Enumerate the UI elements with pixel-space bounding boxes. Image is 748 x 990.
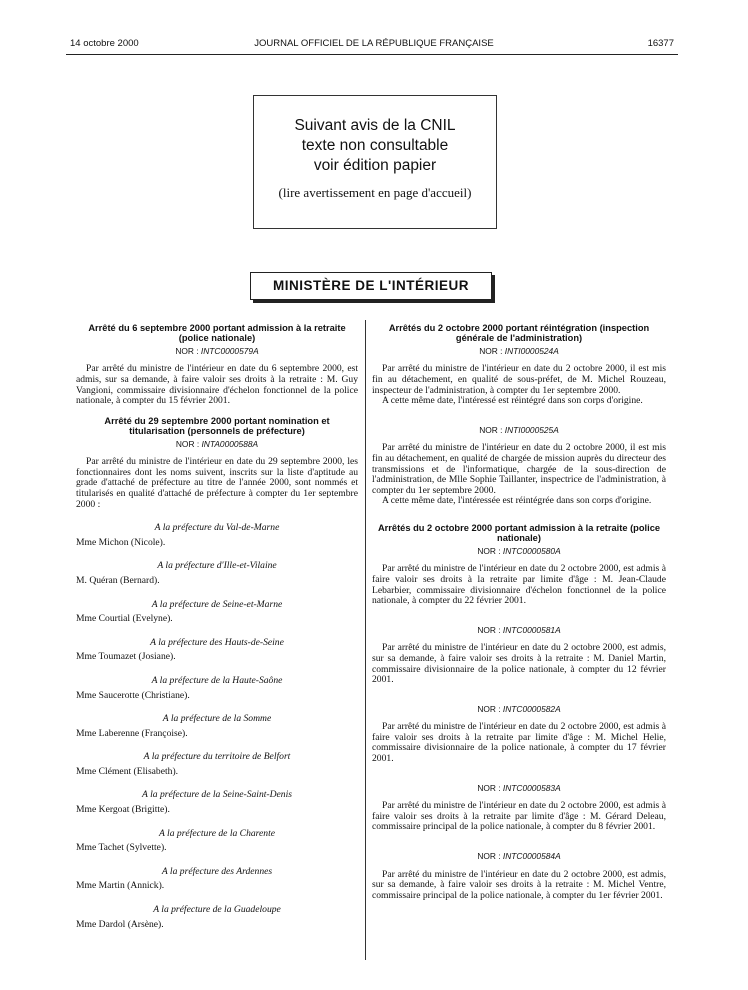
decree-text: Par arrêté du ministre de l'intérieur en date du 2 octobre 2000, est admis à faire valoir ses droits à la retraite par limite d'âge : M. Michel Helie, commissaire divisionnaire de la police nationale, à compter du 17 février 2001. (372, 721, 666, 765)
appointee-name: Mme Kergoat (Brigitte). (76, 804, 170, 816)
cnil-notice-box (253, 95, 497, 229)
cnil-line-3: voir édition papier (313, 157, 437, 174)
nor-code: INTC0000582A (502, 703, 561, 714)
nor-code: INTI0000524A (504, 345, 559, 356)
appointee-name: Mme Courtial (Evelyne). (76, 613, 173, 625)
decree-text: Par arrêté du ministre de l'intérieur en date du 2 octobre 2000, est admis à faire valoir ses droits à la retraite par limite d'âge : M. Gérard Deleau, commissaire principal de la police nationale, à compter du 8 février 2001. (372, 800, 666, 833)
nor-reference (76, 439, 358, 450)
cnil-line-2: texte non consultable (301, 137, 449, 154)
prefecture-heading: A la préfecture d'Ille-et-Vilaine (157, 560, 277, 572)
prefecture-heading: A la préfecture de Seine-et-Marne (151, 598, 283, 610)
nor-code: INTI0000525A (504, 424, 559, 435)
nor-code: INTC0000583A (502, 782, 561, 793)
decree-text: Par arrêté du ministre de l'intérieur en date du 6 septembre 2000, est admis, sur sa demande, à faire valoir ses droits à la retraite : M. Guy Vangioni, commissaire divisionnaire d'échelon fonctionnel de la police nationale, à compter du 15 février 2001. (76, 363, 358, 407)
nor-label: NOR : (175, 438, 200, 449)
nor-label: NOR : (477, 624, 501, 635)
left-column (76, 323, 358, 930)
journal-title: JOURNAL OFFICIEL DE LA RÉPUBLIQUE FRANÇAISE (254, 38, 494, 49)
nor-reference (372, 783, 666, 794)
decree-text: A cette même date, l'intéressée est réintégrée dans son corps d'origine. (382, 495, 652, 507)
nor-reference (372, 625, 666, 636)
header-rule (66, 54, 678, 55)
nor-code: INTC0000579A (200, 345, 259, 356)
prefecture-heading: A la préfecture des Ardennes (161, 865, 273, 877)
prefecture-heading: A la préfecture des Hauts-de-Seine (150, 636, 284, 648)
prefecture-heading: A la préfecture de la Somme (162, 713, 272, 725)
appointee-name: Mme Tachet (Sylvette). (76, 842, 167, 854)
nor-label: NOR : (477, 545, 501, 556)
nor-reference (372, 346, 666, 357)
cnil-note: (lire avertissement en page d'accueil) (278, 185, 472, 200)
nor-label: NOR : (479, 345, 503, 356)
appointee-name: M. Quéran (Bernard). (76, 574, 160, 586)
nor-label: NOR : (477, 703, 501, 714)
prefecture-heading: A la préfecture du territoire de Belfort (143, 751, 291, 763)
decree-text: Par arrêté du ministre de l'intérieur en date du 2 octobre 2000, est admis à faire valoir ses droits à la retraite par limite d'âge : M. Jean-Claude Lebarbier, commissaire divisionnaire d'échelon fonctionnel de la police nationale, à compter du 22 février 2001. (372, 563, 666, 607)
decree-text: Par arrêté du ministre de l'intérieur en date du 2 octobre 2000, il est mis fin au détachement, en qualité de chargée de mission auprès du directeur des transmissions et de l'informatique, chargée de la sous-direction de l'administration, de Mlle Sophie Taillanter, inspectrice de l'administration, à compter du 1er septembre 2000. (372, 442, 666, 496)
nor-reference (372, 704, 666, 715)
prefecture-heading: A la préfecture de la Guadeloupe (153, 904, 281, 916)
appointee-name: Mme Laberenne (Françoise). (76, 727, 188, 739)
ministry-heading: MINISTÈRE DE L'INTÉRIEUR (250, 272, 492, 300)
nor-label: NOR : (477, 851, 501, 862)
nor-code: INTC0000580A (502, 545, 561, 556)
prefecture-heading: A la préfecture de la Charente (158, 827, 276, 839)
appointee-name: Mme Clément (Elisabeth). (76, 765, 179, 777)
header-date: 14 octobre 2000 (70, 38, 139, 49)
cnil-line-1: Suivant avis de la CNIL (294, 117, 456, 134)
page-number: 16377 (647, 38, 674, 49)
decree-text: Par arrêté du ministre de l'intérieur en date du 2 octobre 2000, il est mis fin au détachement, en qualité de sous-préfet, de M. Michel Rouzeau, inspecteur de l'administration, à compter du 1er septembre 2000. (372, 363, 666, 396)
decree-title: Arrêtés du 2 octobre 2000 portant réintégration (inspection générale de l'administration) (388, 323, 650, 344)
nor-code: INTA0000588A (201, 438, 259, 449)
appointee-name: Mme Saucerotte (Christiane). (76, 689, 190, 701)
decree-text: Par arrêté du ministre de l'intérieur en date du 2 octobre 2000, est admis, sur sa demande, à faire valoir ses droits à la retraite : M. Michel Ventre, commissaire principal de la police nationale, à compter du 1er février 2001. (372, 868, 666, 901)
decree-text: A cette même date, l'intéressé est réintégré dans son corps d'origine. (382, 395, 643, 407)
appointee-name: Mme Dardol (Arsène). (76, 918, 164, 930)
prefecture-heading: A la préfecture de la Seine-Saint-Denis (142, 789, 292, 801)
prefecture-heading: A la préfecture de la Haute-Saône (151, 674, 283, 686)
nor-reference (76, 346, 358, 357)
appointee-name: Mme Toumazet (Josiane). (76, 651, 176, 663)
nor-reference (372, 546, 666, 557)
decree-title: Arrêtés du 2 octobre 2000 portant admission à la retraite (police nationale) (377, 522, 661, 544)
decree-title: Arrêté du 29 septembre 2000 portant nomination et titularisation (personnels de préfecture) (104, 415, 330, 437)
nor-label: NOR : (479, 424, 503, 435)
column-divider (365, 320, 366, 960)
nor-label: NOR : (477, 782, 501, 793)
appointee-name: Mme Martin (Annick). (76, 880, 165, 892)
decree-title: Arrêté du 6 septembre 2000 portant admission à la retraite (police nationale) (88, 323, 346, 344)
nor-label: NOR : (175, 345, 199, 356)
decree-text: Par arrêté du ministre de l'intérieur en date du 29 septembre 2000, les fonctionnaires dont les noms suivent, inscrits sur la liste d'aptitude au grade d'attaché de préfecture au titre de l'année 2000, sont nommés et titularisés en qualité d'attaché de préfecture à compter du 1er septembre 2000 : (76, 456, 358, 510)
nor-reference (372, 851, 666, 862)
nor-code: INTC0000584A (502, 851, 561, 862)
decree-text: Par arrêté du ministre de l'intérieur en date du 2 octobre 2000, est admis, sur sa demande, à faire valoir ses droits à la retraite : M. Daniel Martin, commissaire divisionnaire de la police nationale, à compter du 12 février 2001. (372, 642, 666, 686)
prefecture-heading: A la préfecture du Val-de-Marne (154, 522, 280, 534)
nor-code: INTC0000581A (502, 624, 561, 635)
appointee-name: Mme Michon (Nicole). (76, 536, 166, 548)
right-column (372, 323, 666, 901)
nor-reference (372, 425, 666, 436)
